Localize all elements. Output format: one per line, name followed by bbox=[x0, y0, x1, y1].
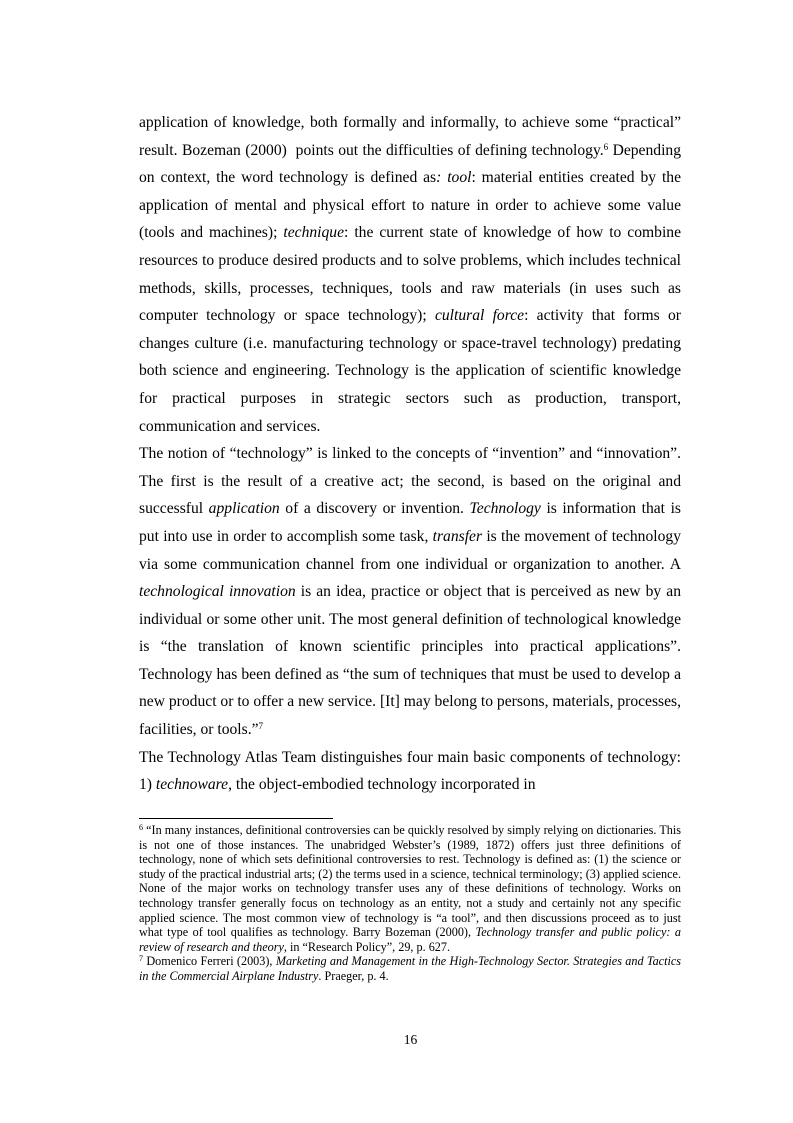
term-technoware: technoware bbox=[155, 776, 229, 794]
footnote-marker: 7 bbox=[139, 954, 143, 964]
text-run: application of knowledge, both formally and informally, to achieve some “practical” result. Bozeman (2000) points out the difficulties of defining technology. bbox=[139, 114, 681, 159]
term-transfer: transfer bbox=[432, 527, 483, 545]
text-run: : activity that forms or changes culture (i.e. manufacturing technology or space-travel technology) predating both science and engineering. Technology is the application of scientific knowledge for practical purposes in strategic sectors such as production, transport, communication and services. bbox=[139, 307, 681, 435]
footnote-text: . Praeger, p. 4. bbox=[318, 968, 389, 983]
footnote-ref-7: 7 bbox=[258, 721, 264, 732]
term-technique: technique bbox=[283, 224, 345, 242]
footnote-marker: 6 bbox=[139, 823, 143, 832]
footnote-title: Marketing and Management in the High-Technology Sector. Strategies and Tactics in the Commercial Airplane Industry bbox=[139, 954, 681, 983]
paragraph-technology-atlas bbox=[139, 744, 681, 799]
text-run: : the current state of knowledge of how to combine resources to produce desired products and to solve problems, which includes technical methods, skills, processes, techniques, tools and raw materials (in uses such as computer technology or space technology); bbox=[139, 224, 681, 325]
text-run: is the movement of technology via some communication channel from one individual or organization to another. A bbox=[139, 527, 682, 573]
text-run: : material entities created by the application of mental and physical effort to nature in order to achieve some value (tools and machines); bbox=[139, 169, 681, 242]
paragraph-technology-definitions bbox=[139, 109, 681, 440]
page-number: 16 bbox=[403, 1032, 418, 1047]
footnote-6 bbox=[139, 823, 681, 954]
text-run: is an idea, practice or object that is perceived as new by an individual or some other unit. The most general definition of technological knowledge is “the translation of known scientific principles into practical applications”. Technology has been defined as “the sum of techniques that must be used to develop a new product or to offer a new service. [It] may belong to persons, materials, processes, facilities, or tools.” bbox=[139, 583, 681, 739]
term-technology: Technology bbox=[469, 500, 541, 518]
body-text bbox=[139, 109, 681, 799]
text-run: Depending on context, the word technology is defined as bbox=[139, 141, 681, 187]
footnote-text: Domenico Ferreri (2003), bbox=[143, 954, 276, 969]
text-run: The notion of “technology” is linked to the concepts of “invention” and “innovation”. The first is the result of a creative act; the second, is based on the original and successful bbox=[139, 445, 681, 518]
footnotes bbox=[139, 823, 681, 984]
footnote-title: Technology transfer and public policy: a review of research and theory bbox=[139, 925, 681, 954]
text-run: of a discovery or invention. bbox=[279, 500, 470, 518]
paragraph-invention-innovation bbox=[139, 440, 681, 744]
footnote-7 bbox=[139, 954, 681, 983]
footnote-text: , in “Research Policy”, 29, p. 627. bbox=[283, 939, 451, 954]
footnote-separator bbox=[139, 818, 333, 819]
footnote-text: “In many instances, definitional controversies can be quickly resolved by simply relying on dictionaries. This is not one of those instances. The unabridged Webster’s (1989, 1872) offers just three definitions of technology, none of which sets definitional controversies to rest. Technology is defined as: (1) the science or study of the practical industrial arts; (2) the terms used in a science, technical terminology; (3) applied science. None of the major works on technology transfer uses any of these definitions of technology. Works on technology transfer generally focus on technology as an entity, not a study and certainly not any specific applied science. The most common view of technology is “a tool”, and then discussions proceed as to just what type of tool qualifies as technology. Barry Bozeman (2000), bbox=[139, 823, 681, 940]
term-technological-innovation: technological innovation bbox=[139, 583, 296, 601]
term-cultural-force: cultural force bbox=[434, 307, 525, 325]
term-tool: : tool bbox=[436, 169, 472, 187]
text-run: The Technology Atlas Team distinguishes four main basic components of technology: 1) bbox=[139, 748, 681, 794]
text-run: , the object-embodied technology incorporated in bbox=[228, 776, 536, 794]
term-application: application bbox=[208, 500, 280, 518]
footnote-ref-6: 6 bbox=[603, 141, 609, 152]
text-run: is information that is put into use in order to accomplish some task, bbox=[139, 500, 681, 545]
